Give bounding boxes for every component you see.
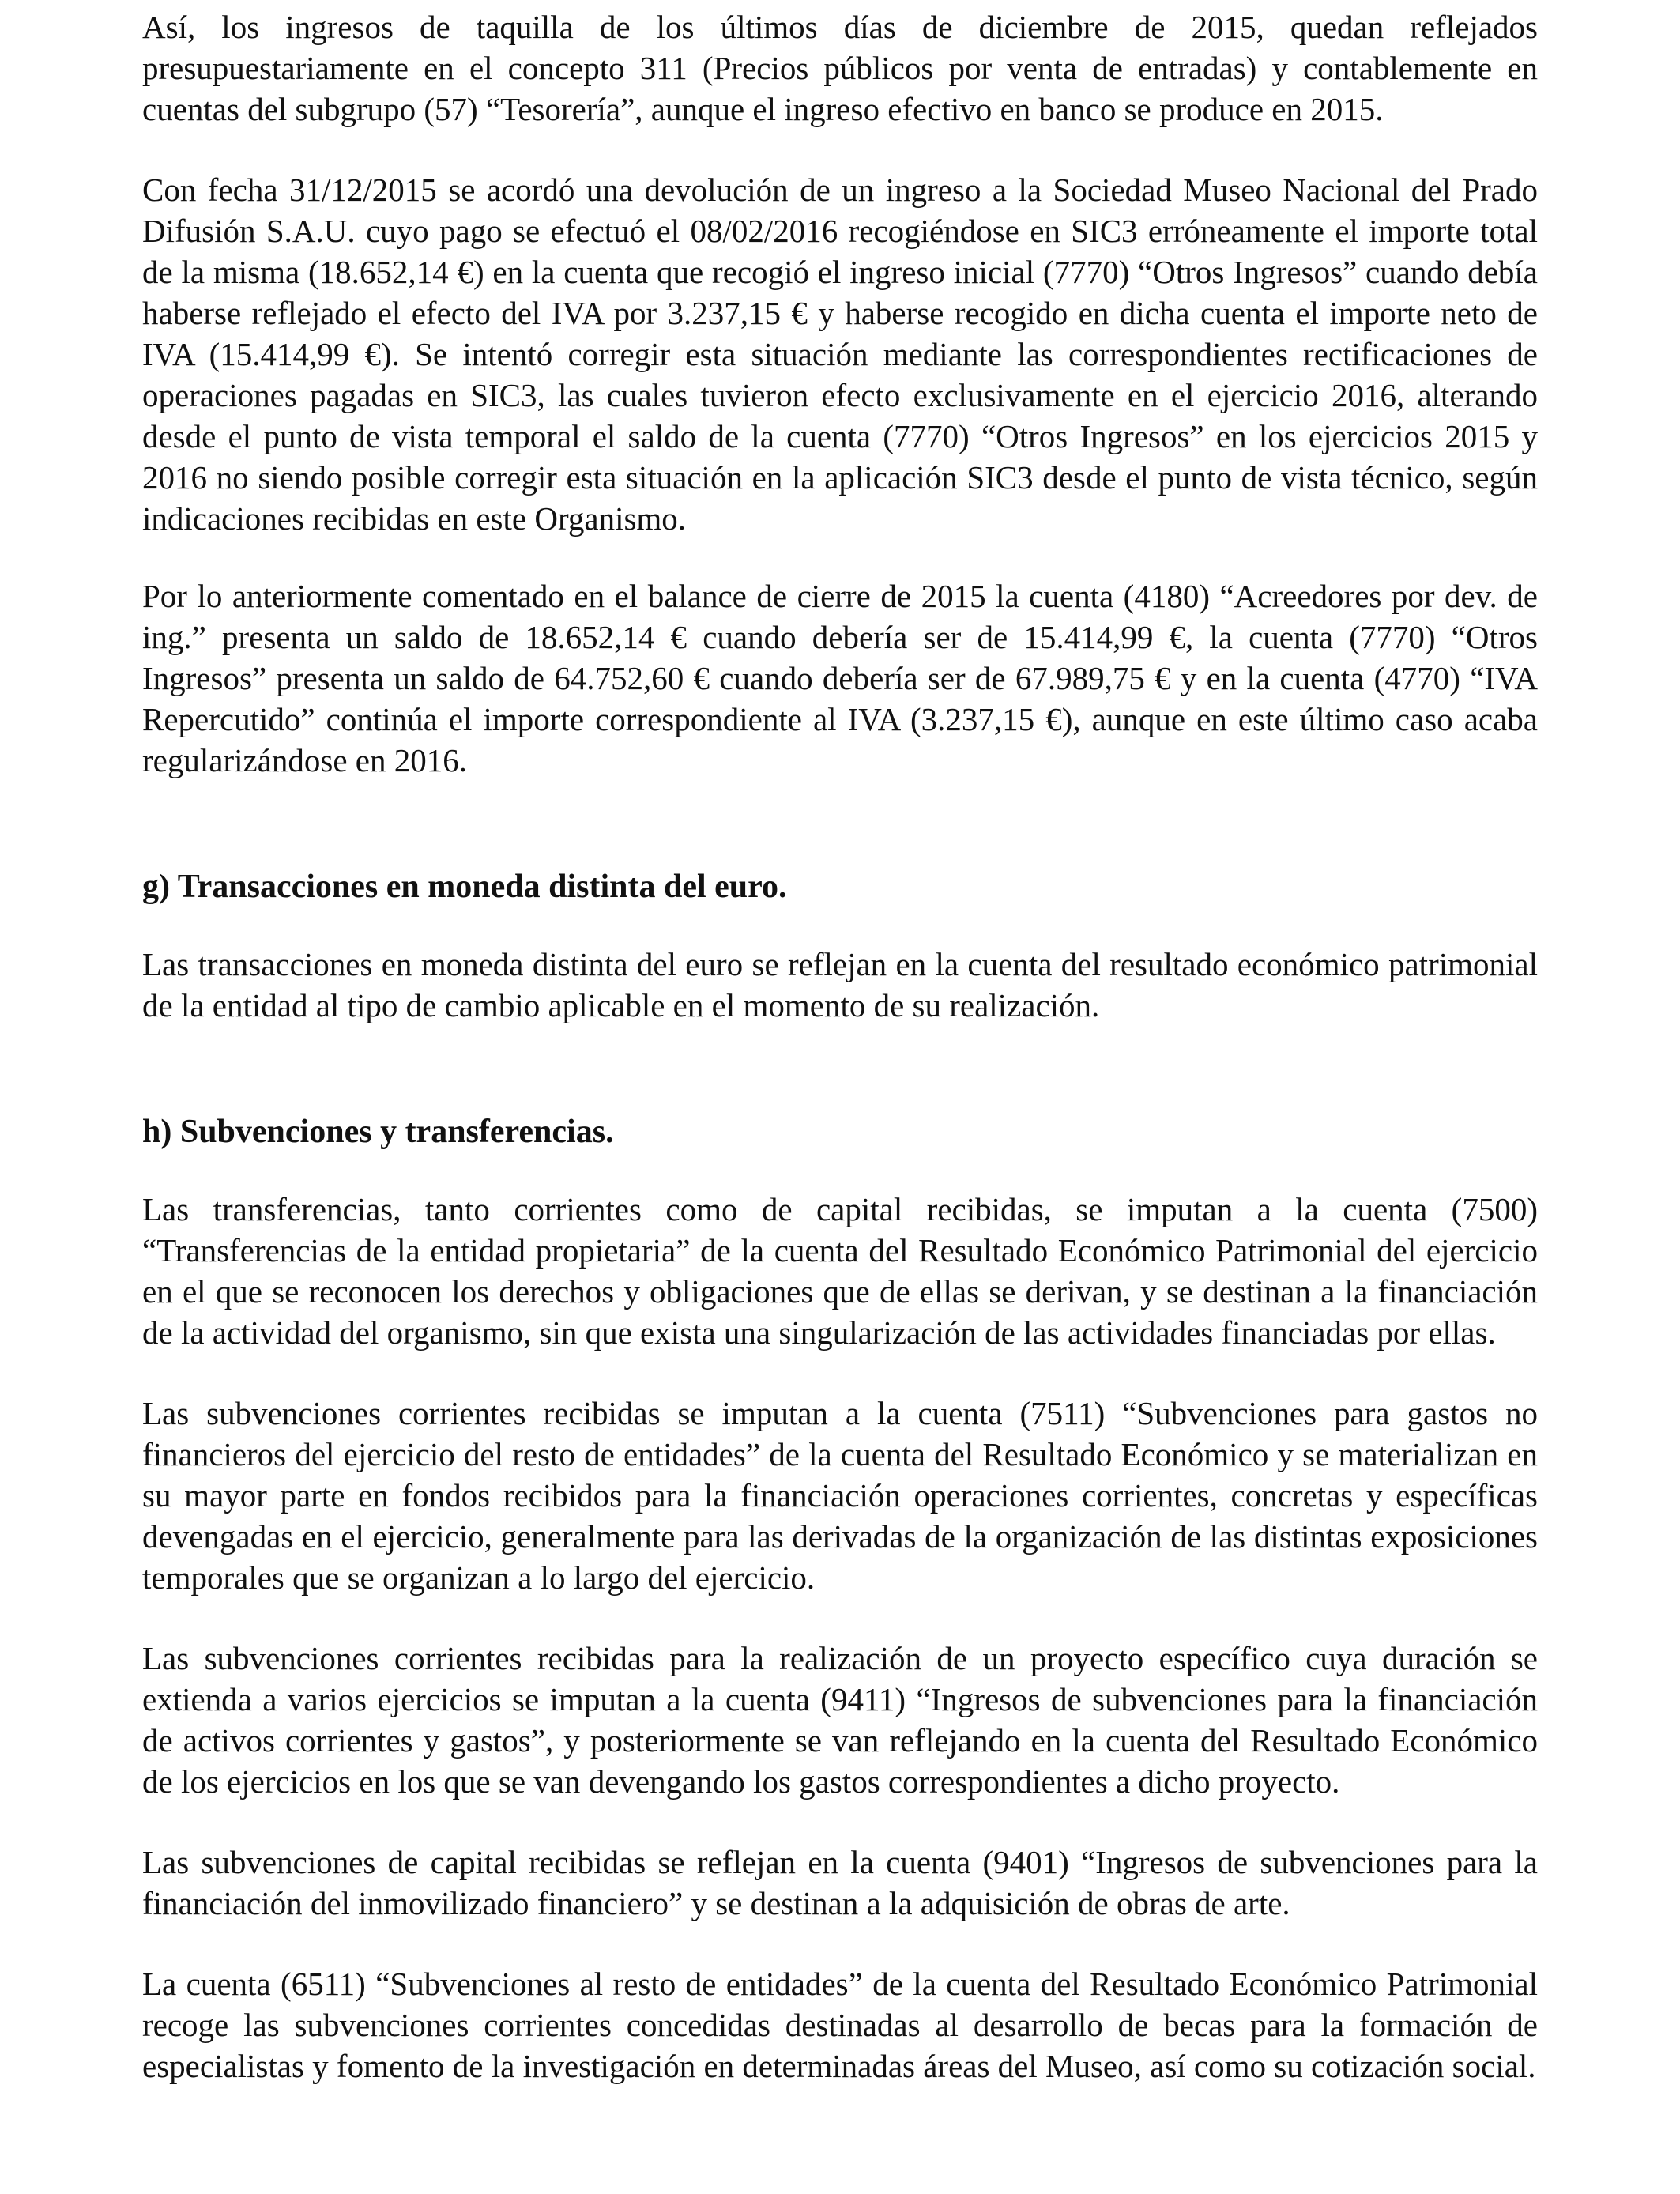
paragraph-subvenciones-corrientes: Las subvenciones corrientes recibidas se imputan a la cuenta (7511) “Subvenciones para gastos no financieros del ejercicio del resto de entidades” de la cuenta del Resultado Económico y se materializan en su mayor parte en fondos recibidos para la financiación operaciones corrientes, concretas y específicas devengadas en el ejercicio, generalmente para las derivadas de la organización de las distintas exposiciones temporales que se organizan a lo largo del ejercicio. (142, 1395, 1538, 1596)
paragraph-subvenciones-capital: Las subvenciones de capital recibidas se reflejan en la cuenta (9401) “Ingresos de subvenciones para la financiación del inmovilizado financiero” y se destinan a la adquisición de obras de arte. (142, 1844, 1538, 1921)
paragraph-devolucion: Con fecha 31/12/2015 se acordó una devolución de un ingreso a la Sociedad Museo Nacional del Prado Difusión S.A.U. cuyo pago se efectuó el 08/02/2016 recogiéndose en SIC3 erróneamente el importe total de la misma (18.652,14 €) en la cuenta que recogió el ingreso inicial (7770) “Otros Ingresos” cuando debía haberse reflejado el efecto del IVA por 3.237,15 € y haberse recogido en dicha cuenta el importe neto de IVA (15.414,99 €). Se intentó corregir esta situación mediante las correspondientes rectificaciones de operaciones pagadas en SIC3, las cuales tuvieron efecto exclusivamente en el ejercicio 2016, alterando desde el punto de vista temporal el saldo de la cuenta (7770) “Otros Ingresos” en los ejercicios 2015 y 2016 no siendo posible corregir esta situación en la aplicación SIC3 desde el punto de vista técnico, según indicaciones recibidas en este Organismo. (142, 172, 1538, 537)
paragraph-moneda-extranjera: Las transacciones en moneda distinta del euro se reflejan en la cuenta del resultado económico patrimonial de la entidad al tipo de cambio aplicable en el momento de su realización. (142, 946, 1538, 1023)
spacer (142, 1924, 1538, 1963)
spacer (142, 907, 1538, 944)
spacer (142, 1598, 1538, 1638)
paragraph-taquilla: Así, los ingresos de taquilla de los últimos días de diciembre de 2015, quedan reflejados presupuestariamente en el concepto 311 (Precios públicos por venta de entradas) y contablemente en cuentas del subgrupo (57) “Tesorería”, aunque el ingreso efectivo en banco se produce en 2015. (142, 9, 1538, 127)
spacer (142, 1802, 1538, 1842)
section-heading-moneda: g) Transacciones en moneda distinta del euro. (142, 869, 787, 905)
spacer (142, 1152, 1538, 1189)
spacer (142, 1026, 1538, 1111)
section-heading-subvenciones: h) Subvenciones y transferencias. (142, 1114, 614, 1150)
spacer (142, 130, 1538, 169)
paragraph-subvenciones-proyecto: Las subvenciones corrientes recibidas para la realización de un proyecto específico cuya duración se extienda a varios ejercicios se imputan a la cuenta (9411) “Ingresos de subvenciones para la financiación de activos corrientes y gastos”, y posteriormente se van reflejando en la cuenta del Resultado Económico de los ejercicios en los que se van devengando los gastos correspondientes a dicho proyecto. (142, 1640, 1538, 1800)
spacer (142, 1353, 1538, 1393)
paragraph-transferencias: Las transferencias, tanto corrientes como de capital recibidas, se imputan a la cuenta (7500) “Transferencias de la entidad propietaria” de la cuenta del Resultado Económico Patrimonial del ejercicio en el que se reconocen los derechos y obligaciones que de ellas se derivan, y se destinan a la financiación de la actividad del organismo, sin que exista una singularización de las actividades financiadas por ellas. (142, 1191, 1538, 1351)
paragraph-balance-cierre: Por lo anteriormente comentado en el balance de cierre de 2015 la cuenta (4180) “Acreedores por dev. de ing.” presenta un saldo de 18.652,14 € cuando debería ser de 15.414,99 €, la cuenta (7770) “Otros Ingresos” presenta un saldo de 64.752,60 € cuando debería ser de 67.989,75 € y en la cuenta (4770) “IVA Repercutido” continúa el importe correspondiente al IVA (3.237,15 €), aunque en este último caso acaba regularizándose en 2016. (142, 578, 1538, 778)
document-page (142, 6, 1538, 2087)
spacer (142, 781, 1538, 866)
paragraph-subvenciones-concedidas: La cuenta (6511) “Subvenciones al resto de entidades” de la cuenta del Resultado Económico Patrimonial recoge las subvenciones corrientes concedidas destinadas al desarrollo de becas para la formación de especialistas y fomento de la investigación en determinadas áreas del Museo, así como su cotización social. (142, 1966, 1538, 2084)
spacer (142, 539, 1538, 575)
